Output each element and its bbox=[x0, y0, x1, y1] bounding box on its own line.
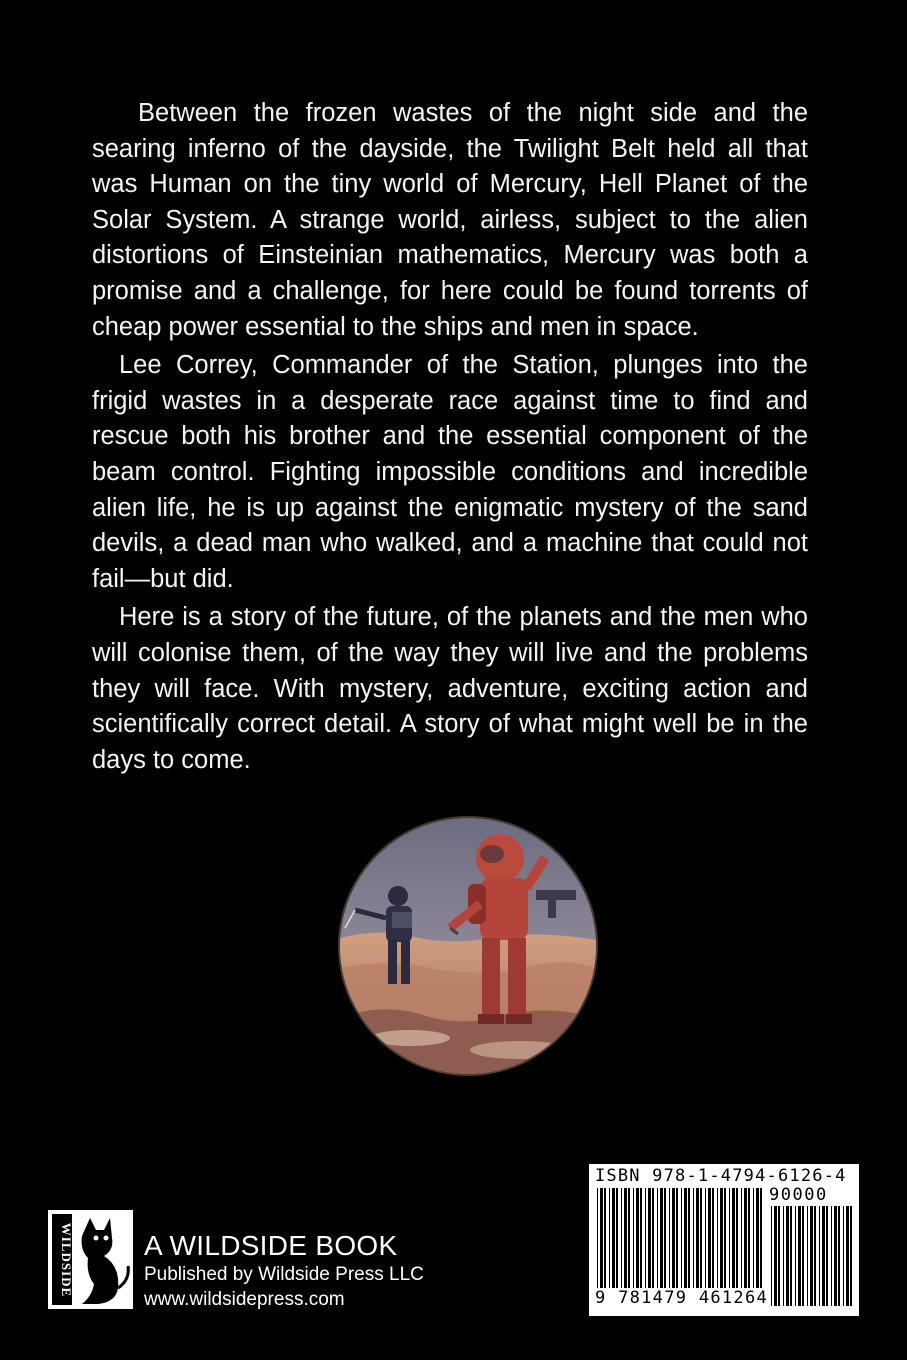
barcode-bar bbox=[693, 1188, 694, 1294]
imprint-title: A WILDSIDE BOOK bbox=[144, 1230, 398, 1261]
barcode-bar bbox=[807, 1206, 808, 1306]
barcode-bar bbox=[717, 1188, 718, 1294]
barcode-bar bbox=[609, 1188, 610, 1294]
publisher-website: www.wildsidepress.com bbox=[144, 1289, 345, 1310]
barcode-bar bbox=[846, 1206, 849, 1306]
barcode-bar bbox=[729, 1188, 730, 1294]
barcode-bar bbox=[774, 1206, 777, 1306]
barcode-bar bbox=[700, 1188, 702, 1294]
barcode-bar bbox=[616, 1188, 618, 1294]
barcode-bar bbox=[696, 1188, 699, 1294]
blurb-paragraph-2: Lee Correy, Commander of the Station, plunges into the frigid wastes in a desperate race against time to find and rescue both his brother and the essential component of the beam control. Fighting impossible conditions and incredible alien life, he is up against the enigmatic mystery of the sand devils, a dead man who walked, and a machine that could not fail—but did. bbox=[92, 351, 808, 593]
barcode-bar bbox=[669, 1188, 670, 1294]
barcode-bar bbox=[771, 1206, 772, 1306]
barcode-bar bbox=[684, 1188, 687, 1294]
barcode-bar bbox=[838, 1206, 840, 1306]
barcode-bar bbox=[748, 1188, 750, 1294]
wildside-cat-icon bbox=[48, 1210, 133, 1309]
barcode-bar bbox=[814, 1206, 816, 1306]
barcode-bar bbox=[741, 1188, 742, 1294]
wildside-logo bbox=[48, 1210, 133, 1309]
barcode-bar bbox=[640, 1188, 642, 1294]
back-cover-blurb bbox=[92, 96, 808, 781]
barcode-bar bbox=[636, 1188, 639, 1294]
barcode-bar bbox=[664, 1188, 666, 1294]
barcode-bar bbox=[660, 1188, 663, 1294]
barcode-bar bbox=[672, 1188, 675, 1294]
barcode-bar bbox=[744, 1188, 747, 1294]
barcode-bar bbox=[612, 1188, 615, 1294]
barcode-bar bbox=[819, 1206, 820, 1306]
blurb-paragraph-1: Between the frozen wastes of the night side and the searing inferno of the dayside, the Twilight Belt held all that was Human on the tiny world of Mercury, Hell Planet of the Solar System. A strange world, airless, subject to the alien distortions of Einsteinian mathematics, Mercury was both a promise and a challenge, for here could be found torrents of cheap power essential to the ships and men in space. bbox=[92, 99, 808, 341]
barcode-bar bbox=[708, 1188, 711, 1294]
barcode-bar bbox=[783, 1206, 784, 1306]
isbn-barcode bbox=[589, 1164, 859, 1316]
barcode-bar bbox=[843, 1206, 844, 1306]
barcode-bar bbox=[798, 1206, 801, 1306]
price-addon-number: 90000 bbox=[769, 1185, 828, 1205]
barcode-bar bbox=[688, 1188, 690, 1294]
barcode-bar bbox=[795, 1206, 796, 1306]
barcode-bar bbox=[597, 1188, 598, 1294]
barcode-bar bbox=[732, 1188, 735, 1294]
astronauts-illustration bbox=[340, 818, 596, 1074]
barcode-bar bbox=[778, 1206, 780, 1306]
barcode-bar bbox=[645, 1188, 646, 1294]
barcode-bar bbox=[826, 1206, 828, 1306]
barcode-bar bbox=[652, 1188, 654, 1294]
barcode-bar bbox=[624, 1188, 627, 1294]
ean-digits: 9 781479 461264 bbox=[595, 1288, 769, 1308]
svg-text:WILDSIDE: WILDSIDE bbox=[59, 1222, 74, 1298]
barcode-bar bbox=[600, 1188, 603, 1294]
barcode-bar bbox=[621, 1188, 622, 1294]
barcode-bar bbox=[712, 1188, 714, 1294]
barcode-bar bbox=[834, 1206, 837, 1306]
barcode-bar bbox=[831, 1206, 832, 1306]
published-by-line: Published by Wildside Press LLC bbox=[144, 1264, 424, 1285]
barcode-bar bbox=[736, 1188, 738, 1294]
barcode-bar bbox=[790, 1206, 792, 1306]
barcode-bar bbox=[802, 1206, 804, 1306]
barcode-bar bbox=[850, 1206, 852, 1306]
barcode-bar bbox=[657, 1188, 658, 1294]
cover-art-medallion bbox=[340, 818, 596, 1074]
barcode-bar bbox=[705, 1188, 706, 1294]
barcode-bar bbox=[810, 1206, 813, 1306]
barcode-bar bbox=[604, 1188, 606, 1294]
barcode-bar bbox=[753, 1188, 754, 1294]
barcode-bar bbox=[681, 1188, 682, 1294]
barcode-bar bbox=[676, 1188, 678, 1294]
blurb-paragraph-3: Here is a story of the future, of the planets and the men who will colonise them, of the way they will live and the problems they will face. With mystery, adventure, exciting action and scientifically correct detail. A story of what might well be in the days to come. bbox=[92, 603, 808, 774]
barcode-bar bbox=[633, 1188, 634, 1294]
barcode-bar bbox=[760, 1188, 762, 1294]
barcode-bar bbox=[822, 1206, 825, 1306]
barcode-bar bbox=[756, 1188, 759, 1294]
barcode-bar bbox=[724, 1188, 726, 1294]
barcode-bar bbox=[648, 1188, 651, 1294]
barcode-bar bbox=[720, 1188, 723, 1294]
barcode-bar bbox=[786, 1206, 789, 1306]
isbn-label: ISBN 978-1-4794-6126-4 bbox=[595, 1166, 847, 1186]
barcode-bar bbox=[628, 1188, 630, 1294]
publisher-text bbox=[144, 1230, 474, 1312]
